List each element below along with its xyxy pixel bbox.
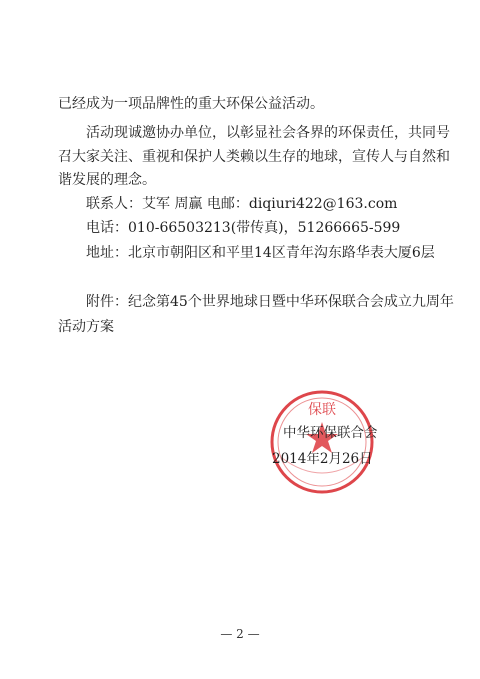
phone-line: 电话：010-66503213(带传真)，51266665-599	[86, 220, 401, 236]
attachment-line-1: 附件：纪念第45个世界地球日暨中华环保联合会成立九周年	[86, 294, 454, 310]
page-number: — 2 —	[220, 627, 260, 641]
contact-line: 联系人：艾军 周赢 电邮：diqiuri422@163.com	[86, 196, 398, 212]
signature-date: 2014年2月26日	[272, 451, 373, 467]
organization-seal	[268, 388, 376, 496]
body-line-1: 已经成为一项品牌性的重大环保公益活动。	[58, 96, 324, 112]
body-para2-line-2: 召大家关注、重视和保护人类赖以生存的地球，宣传人与自然和	[58, 149, 450, 165]
body-para2-line-1: 活动现诚邀协办单位，以彰显社会各界的环保责任，共同号	[86, 125, 450, 141]
body-para2-line-3: 谐发展的理念。	[58, 172, 156, 188]
signature-org: 中华环保联合会	[283, 425, 378, 441]
seal-text: 保联	[308, 402, 336, 418]
attachment-line-2: 活动方案	[58, 319, 114, 335]
address-line: 地址：北京市朝阳区和平里14区青年沟东路华表大厦6层	[86, 245, 435, 261]
